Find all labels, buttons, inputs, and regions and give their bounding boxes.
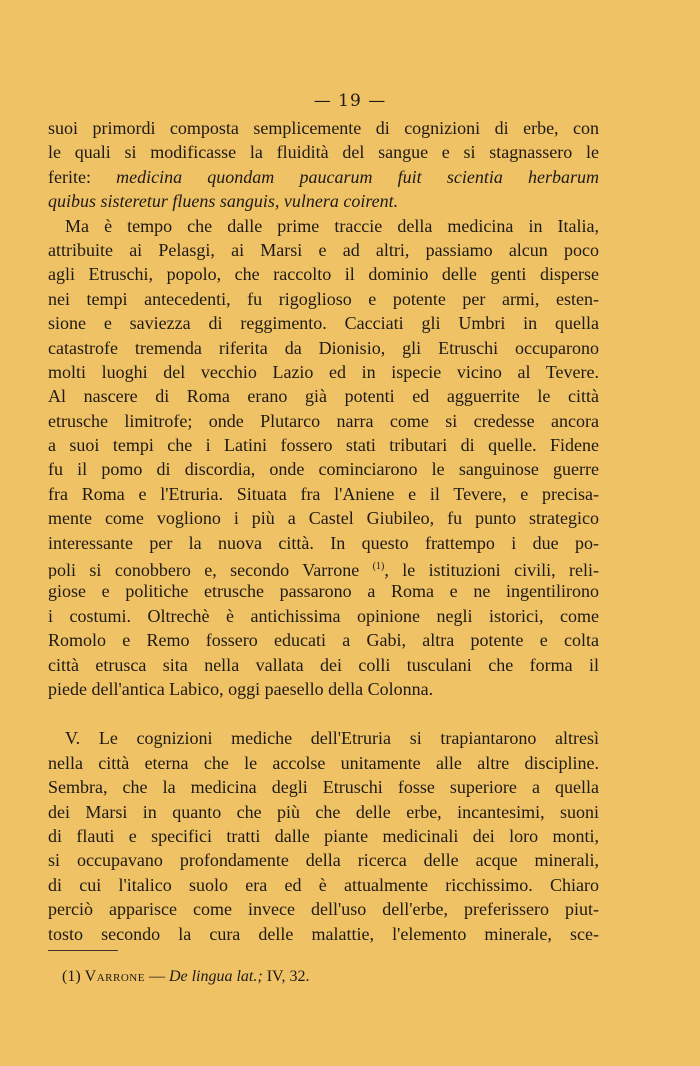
latin-quote: medicina quondam paucarum fuit scientia herbarum <box>116 166 599 187</box>
text-line: nella città eterna che le accolse unitamente alle altre discipline. <box>48 752 599 773</box>
text-line: Romolo e Remo fossero educati a Gabi, altra potente e colta <box>48 630 599 651</box>
paragraph-gap <box>48 701 599 726</box>
text-fragment: ferite: <box>48 166 117 187</box>
text-line: suoi primordi composta semplicemente di cognizioni di erbe, con <box>48 118 599 138</box>
text-line: si occupavano profondamente della ricerca delle acque minerali, <box>48 850 599 871</box>
text-line <box>48 555 599 579</box>
text-line: sione e saviezza di reggimento. Cacciati gli Umbri in quella <box>48 313 599 334</box>
text-line: etrusche limitrofe; onde Plutarco narra come si credesse ancora <box>48 410 599 431</box>
text-line: interessante per la nuova città. In questo frattempo i due po- <box>48 532 599 553</box>
footnote-author: Varrone <box>84 968 145 985</box>
text-line: piede dell'antica Labico, oggi paesello della Colonna. <box>48 678 434 699</box>
text-line: fu il pomo di discordia, onde cominciarono le sanguinose guerre <box>48 459 599 480</box>
footnote <box>62 968 310 986</box>
text-line <box>48 189 599 213</box>
text-line: agli Etruschi, popolo, che raccolto il dominio delle genti disperse <box>48 264 599 285</box>
footnote-locus: IV, 32. <box>262 968 310 985</box>
footnote-work: De lingua lat.; <box>168 968 263 985</box>
latin-quote: quibus sisteretur fluens sanguis, vulnera coirent. <box>48 191 399 212</box>
text-line: molti luoghi del vecchio Lazio ed in ispecie vicino al Tevere. <box>48 361 599 382</box>
footnote-dash: — <box>144 968 169 985</box>
text-line: V. Le cognizioni mediche dell'Etruria si trapiantarono altresì <box>65 728 599 749</box>
text-line: mente come vogliono i più a Castel Giubileo, fu punto strategico <box>48 508 599 529</box>
text-line: le quali si modificasse la fluidità del sangue e si stagnassero le <box>48 142 599 163</box>
text-line: di flauti e specifici tratti dalle piante medicinali dei loro monti, <box>48 825 599 846</box>
text-line: Ma è tempo che dalle prime traccie della medicina in Italia, <box>65 215 599 236</box>
text-line: fra Roma e l'Etruria. Situata fra l'Aniene e il Tevere, e precisa- <box>48 483 599 504</box>
paragraph-1 <box>48 116 599 214</box>
text-line: città etrusca sita nella vallata dei colli tusculani che forma il <box>48 654 599 675</box>
text-line: catastrofe tremenda riferita da Dionisio, gli Etruschi occuparono <box>48 337 599 358</box>
page-number: — 19 — <box>313 91 387 111</box>
footnote-rule <box>48 950 118 951</box>
text-line: di cui l'italico suolo era ed è attualmente ricchissimo. Chiaro <box>48 874 599 895</box>
text-line: dei Marsi in quanto che più che delle erbe, incantesimi, suoni <box>48 801 599 822</box>
text-line: Sembra, che la medicina degli Etruschi fosse superiore a quella <box>48 777 599 798</box>
text-line: a suoi tempi che i Latini fossero stati tributari di quelle. Fidene <box>48 435 599 456</box>
text-fragment: poli si conobbero e, secondo Varrone <box>48 560 373 580</box>
footnote-ref[interactable]: (1) <box>372 561 385 573</box>
text-line: giose e politiche etrusche passarono a Roma e ne ingentilirono <box>48 581 599 602</box>
paragraph-2 <box>48 214 599 702</box>
text-line: i costumi. Oltrechè è antichissima opinione negli istorici, come <box>48 605 599 626</box>
text-fragment: , le istituzioni civili, reli- <box>384 560 599 580</box>
text-line: attribuite ai Pelasgi, ai Marsi e ad altri, passiamo alcun poco <box>48 239 599 260</box>
text-line: perciò apparisce come invece dell'uso dell'erbe, preferissero piut- <box>48 899 599 920</box>
text-line: Al nascere di Roma erano già potenti ed agguerrite le città <box>48 386 599 407</box>
body-text <box>48 116 599 946</box>
paragraph-3 <box>48 726 599 946</box>
footnote-marker: (1) <box>62 968 81 985</box>
text-line <box>48 165 599 189</box>
text-line: tosto secondo la cura delle malattie, l'elemento minerale, sce- <box>48 923 599 944</box>
text-line: nei tempi antecedenti, fu rigoglioso e potente per armi, esten- <box>48 288 599 309</box>
